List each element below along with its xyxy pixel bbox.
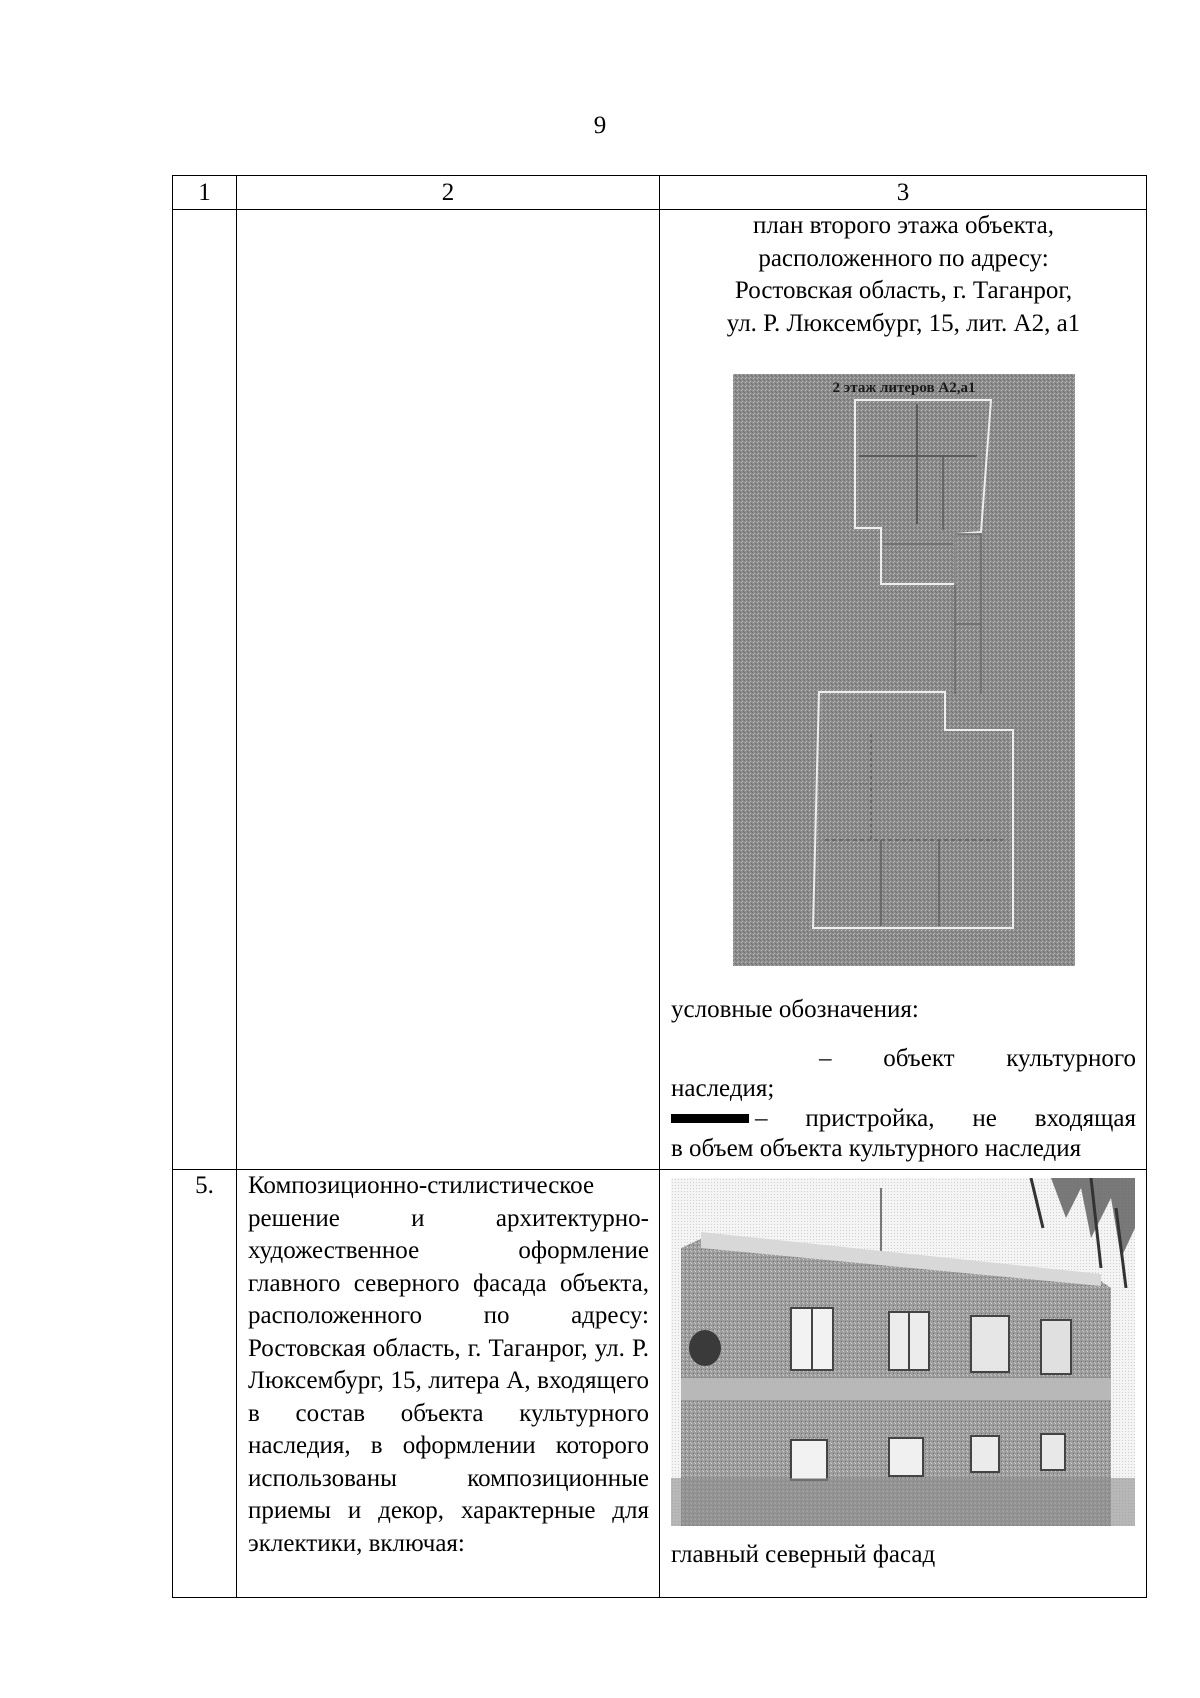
row-number-cell: 5. <box>173 1170 237 1598</box>
facade-caption: главный северный фасад <box>671 1541 936 1568</box>
legend-title: условные обозначения: <box>671 996 919 1023</box>
plan-caption <box>671 210 1136 340</box>
header-cell-1: 1 <box>173 176 237 210</box>
table-row-facade <box>173 1170 1147 1598</box>
table-row-plan <box>173 210 1147 1170</box>
legend-item-annex-cont: в объем объекта культурного наследия <box>671 1135 1082 1162</box>
legend-swatch-black <box>671 1114 749 1123</box>
floor-plan-image <box>733 374 1075 966</box>
plan-caption-line: Ростовская область, г. Таганрог, <box>734 277 1073 304</box>
plan-caption-line: план второго этажа объекта, <box>753 212 1054 239</box>
description-cell <box>237 1170 660 1598</box>
document-table <box>172 175 1147 1598</box>
legend-item-heritage <box>671 1044 1136 1074</box>
header-cell-2: 2 <box>237 176 660 210</box>
row-number-cell-empty <box>173 210 237 1170</box>
legend-item-annex-label: – пристройка, не входящая <box>755 1105 1136 1132</box>
legend-item-heritage-cont: наследия; <box>671 1075 775 1102</box>
facade-photo <box>671 1178 1135 1526</box>
facade-cell <box>660 1170 1147 1598</box>
page-number: 9 <box>593 112 607 139</box>
description-text: Композиционно-стилистическое решение и архитектурно-художественное оформление главного северного фасада объекта, расположенного по адресу: Ростовская область, г. Таганрог, ул. Р. Люксембург, 15, литера А, входящего в состав объекта культурного наследия, в оформлении которого использованы композиционные приемы и декор, характерные для эклектики, включая: <box>248 1172 649 1557</box>
legend-item-heritage-label: – объект культурного <box>819 1045 1136 1072</box>
legend-item-annex <box>671 1104 1136 1134</box>
plan-caption-line: ул. Р. Люксембург, 15, лит. А2, а1 <box>726 309 1081 337</box>
description-cell-empty <box>237 210 660 1170</box>
plan-title-text: 2 этаж литеров А2,а1 <box>832 380 975 396</box>
header-cell-3: 3 <box>660 176 1147 210</box>
plan-cell <box>660 210 1147 1170</box>
plan-caption-line: расположенного по адресу: <box>758 244 1049 272</box>
legend-swatch-white <box>671 1056 819 1066</box>
table-header-row <box>173 176 1147 210</box>
